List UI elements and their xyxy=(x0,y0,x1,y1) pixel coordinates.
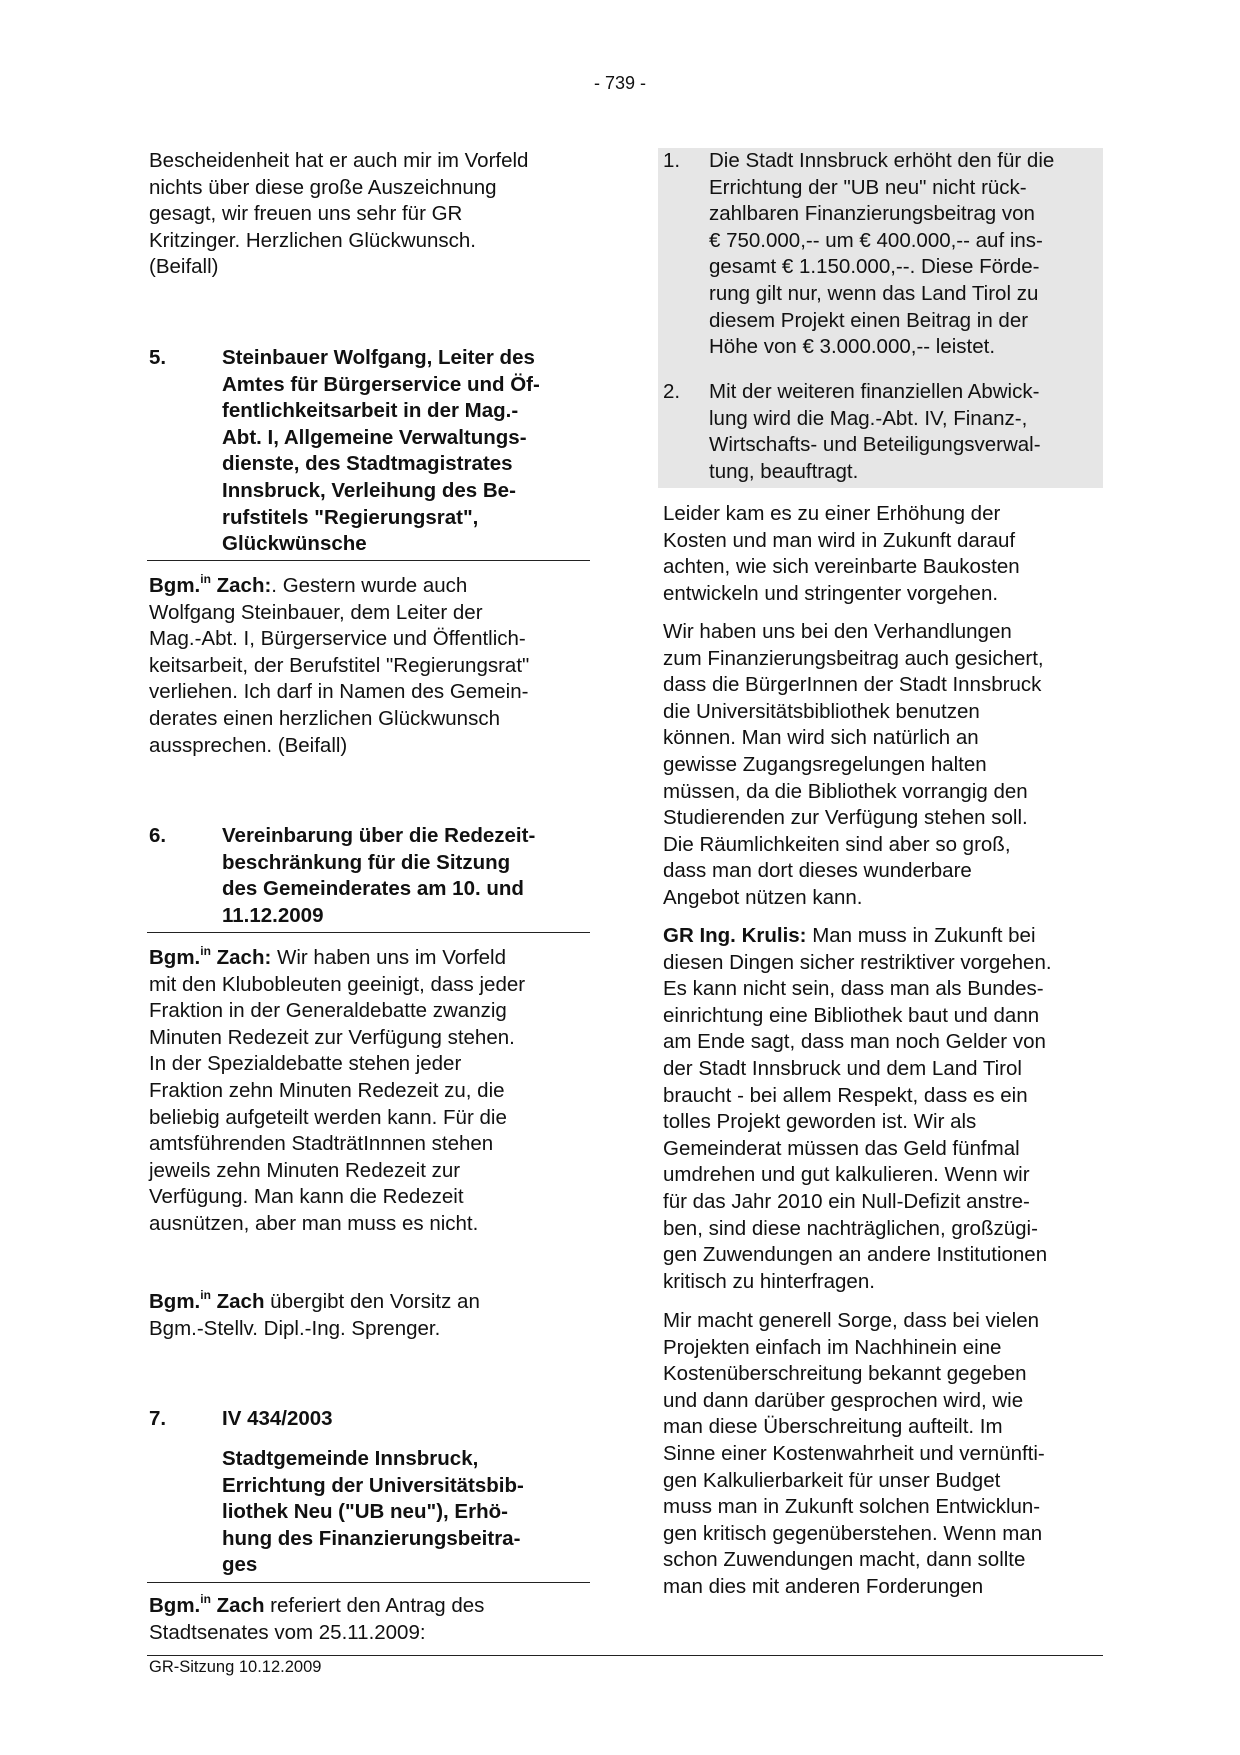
text-line xyxy=(149,733,529,760)
speech-text: gen Zuwendungen an andere Institutionen xyxy=(663,1243,1048,1267)
speech-text: braucht - bei allem Respekt, dass es ein xyxy=(663,1083,1028,1107)
text-line: dass man dort dieses wunderbare xyxy=(663,859,972,883)
text-line: liothek Neu ("UB neu"), Erhö- xyxy=(222,1500,508,1524)
text-line: müssen, da die Bibliothek vorrangig den xyxy=(663,779,1028,803)
text-line xyxy=(663,1242,1052,1269)
text-line: Wirtschafts- und Beteiligungsverwal- xyxy=(709,433,1041,457)
speaker-name: Zach: xyxy=(210,946,272,969)
text-line xyxy=(149,573,529,600)
speech-text: Mag.-Abt. I, Bürgerservice und Öffentlich- xyxy=(149,627,526,651)
speech-text: Minuten Redezeit zur Verfügung stehen. xyxy=(149,1025,515,1049)
text-line xyxy=(149,653,529,680)
text-line xyxy=(663,923,1052,950)
text-line xyxy=(663,1162,1052,1189)
footer-rule xyxy=(147,1655,1103,1656)
speech-text: tolles Projekt geworden ist. Wir als xyxy=(663,1110,977,1134)
speech-text: umdrehen und gut kalkulieren. Wenn wir xyxy=(663,1163,1030,1187)
text-line xyxy=(663,1056,1052,1083)
text-line: ges xyxy=(222,1553,258,1577)
text-line xyxy=(149,1105,525,1132)
text-line xyxy=(149,1025,525,1052)
speaker-name: GR Ing. Krulis: xyxy=(663,924,807,947)
text-line xyxy=(149,706,529,733)
speech-text: referiert den Antrag des xyxy=(264,1594,485,1617)
speech-text: ausnützen, aber man muss es nicht. xyxy=(149,1211,479,1235)
text-line xyxy=(663,1083,1052,1110)
text-line: Sinne einer Kostenwahrheit und vernünfti- xyxy=(663,1441,1045,1465)
text-line xyxy=(149,972,525,999)
text-line: Errichtung der Universitätsbib- xyxy=(222,1473,524,1497)
motion-item xyxy=(709,148,1054,361)
speech-paragraph xyxy=(149,945,525,1238)
text-line: Mit der weiteren finanziellen Abwick- xyxy=(709,380,1040,403)
speech-text: ben, sind diese nachträglichen, großzügi- xyxy=(663,1216,1038,1240)
speech-text: jeweils zehn Minuten Redezeit zur xyxy=(149,1158,461,1182)
text-line: entwickeln und stringenter vorgehen. xyxy=(663,581,999,605)
text-line: Stadtgemeinde Innsbruck, xyxy=(222,1447,479,1470)
text-line xyxy=(663,1109,1052,1136)
text-line: Kosten und man wird in Zukunft darauf xyxy=(663,528,1016,552)
text-line: Errichtung der "UB neu" nicht rück- xyxy=(709,175,1027,199)
divider xyxy=(147,1582,590,1583)
speech-text: Fraktion zehn Minuten Redezeit zu, die xyxy=(149,1078,505,1102)
text-line: Leider kam es zu einer Erhöhung der xyxy=(663,502,1001,525)
text-line: tung, beauftragt. xyxy=(709,459,859,483)
text-line: und dann darüber gesprochen wird, wie xyxy=(663,1388,1024,1412)
text-line: achten, wie sich vereinbarte Baukosten xyxy=(663,555,1020,579)
speech-text: kritisch zu hinterfragen. xyxy=(663,1269,875,1293)
text-line: können. Man wird sich natürlich an xyxy=(663,726,979,750)
text-line: Mir macht generell Sorge, dass bei vielen xyxy=(663,1309,1040,1332)
text-line: dienste, des Stadtmagistrates xyxy=(222,452,513,476)
text-line xyxy=(149,1316,480,1343)
text-line: gen kritisch gegenüberstehen. Wenn man xyxy=(663,1521,1043,1545)
speech-text: keitsarbeit, der Berufstitel "Regierungsrat" xyxy=(149,653,530,677)
text-line xyxy=(149,1051,525,1078)
speaker-title-suffix: in xyxy=(200,1592,211,1606)
text-line xyxy=(663,1136,1052,1163)
item-heading xyxy=(222,1446,524,1579)
text-line: diesem Projekt einen Beitrag in der xyxy=(709,308,1029,332)
text-line xyxy=(149,1620,484,1647)
text-line: gen Kalkulierbarkeit für unser Budget xyxy=(663,1468,1001,1492)
item-number: 5. xyxy=(149,346,167,369)
speaker-name: Zach xyxy=(210,1290,265,1313)
handover-paragraph xyxy=(149,1289,480,1342)
text-line xyxy=(663,1216,1052,1243)
item-heading xyxy=(222,345,540,558)
item-number: 7. xyxy=(149,1407,167,1430)
text-line: beschränkung für die Sitzung xyxy=(222,850,511,874)
text-line: Projekten einfach im Nachhinein eine xyxy=(663,1335,1002,1359)
text-line: Amtes für Bürgerservice und Öf- xyxy=(222,372,540,396)
motion-number: 2. xyxy=(663,380,681,403)
text-line: zahlbaren Finanzierungsbeitrag von xyxy=(709,202,1035,226)
text-line: Studierenden zur Verfügung stehen soll. xyxy=(663,806,1028,830)
speaker-title-suffix: in xyxy=(200,572,211,586)
text-line xyxy=(149,1078,525,1105)
speech-paragraph xyxy=(149,1593,484,1646)
speech-text: diesen Dingen sicher restriktiver vorgehen. xyxy=(663,950,1052,974)
page-number: - 739 - xyxy=(593,73,647,93)
item-code: IV 434/2003 xyxy=(222,1407,333,1430)
text-line: lung wird die Mag.-Abt. IV, Finanz-, xyxy=(709,406,1028,430)
speech-text: Es kann nicht sein, dass man als Bundes- xyxy=(663,977,1044,1001)
text-line xyxy=(663,976,1052,1003)
text-line: Innsbruck, Verleihung des Be- xyxy=(222,478,516,502)
speech-text: einrichtung eine Bibliothek baut und dann xyxy=(663,1003,1040,1027)
text-line: rung gilt nur, wenn das Land Tirol zu xyxy=(709,281,1039,305)
text-line xyxy=(663,1269,1052,1296)
speech-text: verliehen. Ich darf in Namen des Gemein- xyxy=(149,680,529,704)
text-line: hung des Finanzierungsbeitra- xyxy=(222,1526,521,1550)
text-line: die Universitätsbibliothek benutzen xyxy=(663,699,980,723)
speaker-name: Zach xyxy=(210,1594,265,1617)
speech-text: derates einen herzlichen Glückwunsch xyxy=(149,706,500,730)
speech-text: Stadtsenates vom 25.11.2009: xyxy=(149,1620,426,1644)
speaker-title-suffix: in xyxy=(200,944,211,958)
text-line xyxy=(149,679,529,706)
speaker-name: Bgm. xyxy=(149,574,201,597)
item-number: 6. xyxy=(149,824,167,847)
text-line: Angebot nützen kann. xyxy=(663,885,863,909)
speech-text: übergibt den Vorsitz an xyxy=(264,1290,480,1313)
speech-text: beliebig aufgeteilt werden kann. Für die xyxy=(149,1105,507,1129)
speech-paragraph xyxy=(149,573,529,759)
text-line: Bescheidenheit hat er auch mir im Vorfeld xyxy=(149,149,529,172)
motion-number: 1. xyxy=(663,149,681,172)
speech-text: aussprechen. (Beifall) xyxy=(149,733,348,757)
speech-text: mit den Klubobleuten geeinigt, dass jeder xyxy=(149,972,526,996)
speech-text: der Stadt Innsbruck und dem Land Tirol xyxy=(663,1056,1022,1080)
speaker-name: Bgm. xyxy=(149,1290,201,1313)
text-line: dass die BürgerInnen der Stadt Innsbruck xyxy=(663,673,1042,697)
text-line xyxy=(663,950,1052,977)
speech-text: Verfügung. Man kann die Redezeit xyxy=(149,1185,464,1209)
text-line: man diese Überschreitung aufteilt. Im xyxy=(663,1415,1003,1439)
text-line: nichts über diese große Auszeichnung xyxy=(149,175,497,199)
text-line: gesamt € 1.150.000,--. Diese Förde- xyxy=(709,255,1040,279)
text-line: fentlichkeitsarbeit in der Mag.- xyxy=(222,399,519,423)
text-line xyxy=(149,998,525,1025)
text-line: Kostenüberschreitung bekannt gegeben xyxy=(663,1362,1027,1386)
text-line: Wir haben uns bei den Verhandlungen xyxy=(663,620,1012,643)
text-line: Höhe von € 3.000.000,-- leistet. xyxy=(709,335,996,359)
speech-text: . Gestern wurde auch xyxy=(271,574,468,597)
speech-text: Gemeinderat müssen das Geld fünfmal xyxy=(663,1136,1020,1160)
speaker-name: Bgm. xyxy=(149,1594,201,1617)
text-line xyxy=(149,626,529,653)
text-line: (Beifall) xyxy=(149,255,219,279)
divider xyxy=(147,560,590,561)
text-line: Glückwünsche xyxy=(222,532,367,556)
text-line xyxy=(149,1211,525,1238)
speech-text: amtsführenden StadträtInnnen stehen xyxy=(149,1132,494,1156)
speech-text: für das Jahr 2010 ein Null-Defizit anstre- xyxy=(663,1189,1030,1213)
paragraph xyxy=(663,619,1044,912)
text-line: Abt. I, Allgemeine Verwaltungs- xyxy=(222,425,527,449)
text-line: zum Finanzierungsbeitrag auch gesichert, xyxy=(663,646,1044,670)
text-line: schon Zuwendungen macht, dann sollte xyxy=(663,1548,1026,1572)
motion-item xyxy=(709,379,1041,485)
text-line: 11.12.2009 xyxy=(222,903,324,927)
text-line xyxy=(663,1189,1052,1216)
text-line xyxy=(149,600,529,627)
footer-text: GR-Sitzung 10.12.2009 xyxy=(149,1658,322,1676)
text-line xyxy=(149,1158,525,1185)
text-line: Kritzinger. Herzlichen Glückwunsch. xyxy=(149,228,476,252)
item-heading xyxy=(222,823,535,929)
text-line: € 750.000,-- um € 400.000,-- auf ins- xyxy=(709,228,1043,252)
text-line xyxy=(149,1131,525,1158)
text-line: muss man in Zukunft solchen Entwicklun- xyxy=(663,1495,1041,1519)
speech-text: Wolfgang Steinbauer, dem Leiter der xyxy=(149,600,483,624)
speech-text: Man muss in Zukunft bei xyxy=(806,924,1036,947)
text-line: des Gemeinderates am 10. und xyxy=(222,877,524,901)
intro-paragraph xyxy=(149,148,528,281)
text-line xyxy=(149,1184,525,1211)
speech-text: Wir haben uns im Vorfeld xyxy=(271,946,507,969)
speaker-title-suffix: in xyxy=(200,1288,211,1302)
text-line xyxy=(663,1003,1052,1030)
text-line: man dies mit anderen Forderungen xyxy=(663,1574,984,1598)
speaker-name: Zach: xyxy=(210,574,272,597)
speech-text: Fraktion in der Generaldebatte zwanzig xyxy=(149,999,507,1023)
text-line xyxy=(663,1029,1052,1056)
text-line xyxy=(149,1593,484,1620)
text-line: Die Stadt Innsbruck erhöht den für die xyxy=(709,149,1055,172)
text-line xyxy=(149,1289,480,1316)
speaker-name: Bgm. xyxy=(149,946,201,969)
speech-text: In der Spezialdebatte stehen jeder xyxy=(149,1052,462,1076)
text-line: gewisse Zugangsregelungen halten xyxy=(663,752,987,776)
text-line: Vereinbarung über die Redezeit- xyxy=(222,824,536,847)
divider xyxy=(147,932,590,933)
speech-text: Bgm.-Stellv. Dipl.-Ing. Sprenger. xyxy=(149,1316,441,1340)
text-line: rufstitels "Regierungsrat", xyxy=(222,505,479,529)
text-line: gesagt, wir freuen uns sehr für GR xyxy=(149,202,463,226)
paragraph xyxy=(663,1308,1045,1601)
text-line: Die Räumlichkeiten sind aber so groß, xyxy=(663,832,1011,856)
speech-paragraph xyxy=(663,923,1052,1295)
speech-text: am Ende sagt, dass man noch Gelder von xyxy=(663,1030,1046,1054)
paragraph xyxy=(663,501,1020,607)
text-line xyxy=(149,945,525,972)
text-line: Steinbauer Wolfgang, Leiter des xyxy=(222,346,535,369)
